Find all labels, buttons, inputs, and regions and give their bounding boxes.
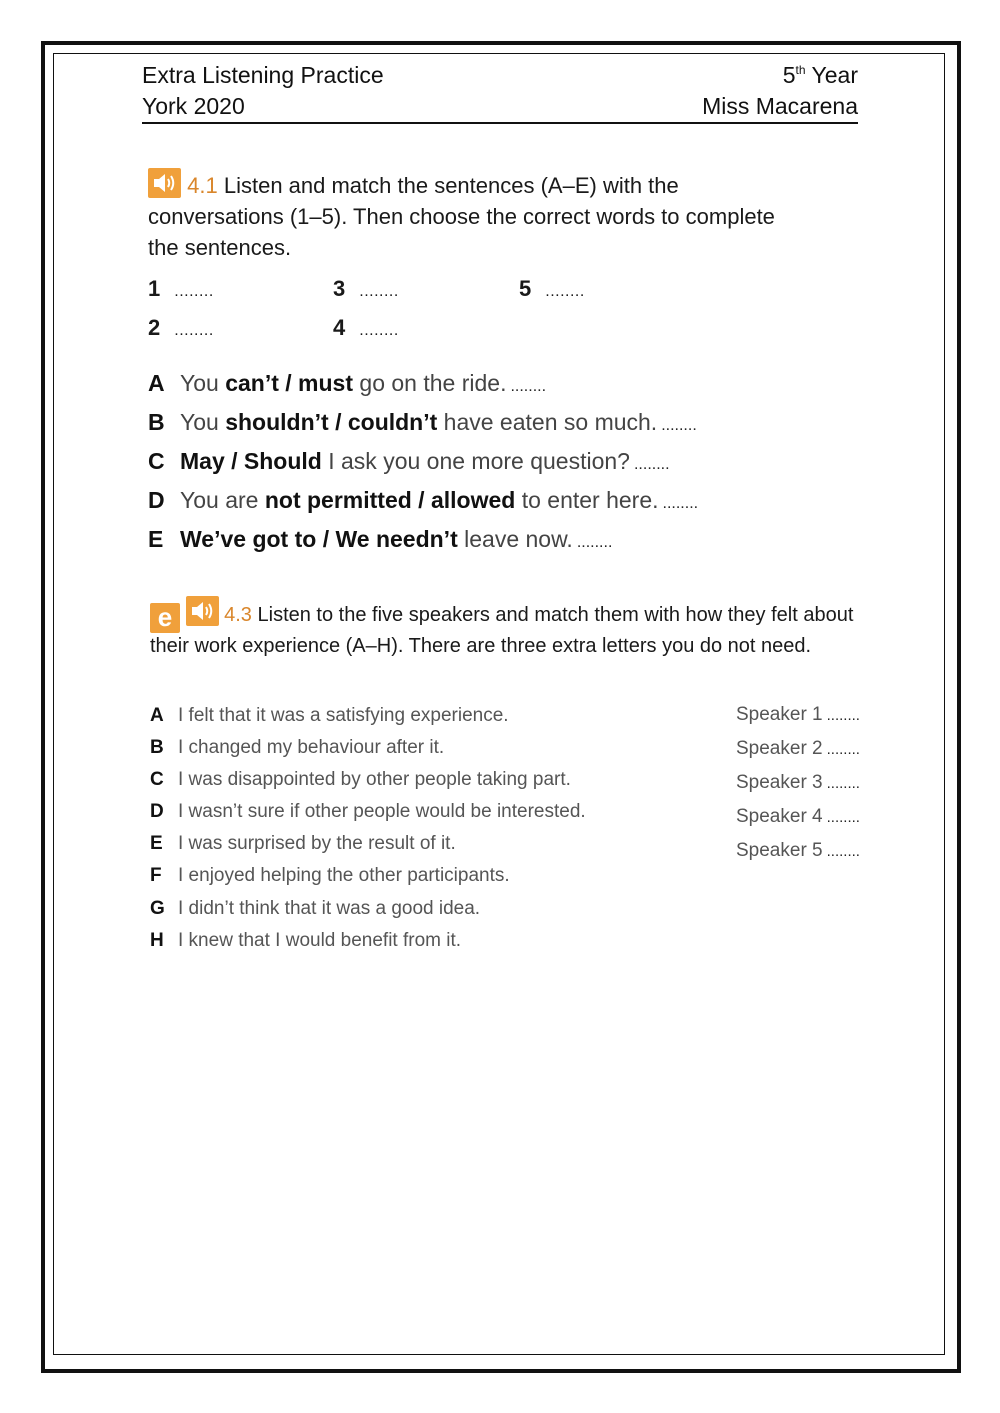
option-a (150, 703, 509, 729)
answer-blank[interactable]: ........ (545, 283, 585, 300)
instruction-text: Listen and match the sentences (A–E) with the conversations (1–5). Then choose the correct words to complete the sentences. (148, 173, 775, 260)
answer-slot-1[interactable] (148, 276, 214, 302)
speaker-icon[interactable] (148, 168, 181, 198)
answer-number: 1 (148, 276, 161, 301)
sentence-letter: B (148, 409, 165, 435)
option-letter: A (150, 705, 164, 726)
answer-slot-2[interactable] (148, 315, 214, 341)
speaker-1-answer (736, 702, 860, 729)
option-g (150, 896, 480, 922)
sentence-d (148, 485, 698, 519)
answer-slot-5[interactable] (519, 276, 585, 302)
answer-blank[interactable]: ........ (633, 456, 670, 473)
answer-number: 5 (519, 276, 532, 301)
option-text: I didn’t think that it was a good idea. (178, 898, 481, 919)
option-c (150, 767, 571, 793)
answer-blank[interactable]: ........ (174, 283, 214, 300)
sentence-end: have eaten so much. (437, 409, 658, 435)
answer-number: 2 (148, 315, 161, 340)
exercise-2-instruction (150, 596, 890, 660)
exercise-number: 4.3 (224, 604, 252, 626)
option-letter: B (150, 737, 164, 758)
sentence-end: I ask you one more question? (321, 448, 630, 474)
exercise-number: 4.1 (187, 173, 218, 198)
word-choice[interactable]: not permitted / allowed (264, 487, 516, 513)
word-choice[interactable]: We’ve got to / We needn’t (180, 526, 458, 552)
word-choice[interactable]: can’t / must (225, 370, 354, 396)
word-choice[interactable]: shouldn’t / couldn’t (225, 409, 438, 435)
option-letter: D (150, 801, 164, 822)
answer-blank[interactable]: ........ (826, 707, 860, 724)
option-text: I wasn’t sure if other people would be interested. (178, 801, 586, 822)
speaker-icon[interactable] (186, 596, 219, 626)
option-letter: G (150, 898, 165, 919)
answer-blank[interactable]: ........ (662, 495, 699, 512)
option-text: I was surprised by the result of it. (178, 833, 456, 854)
grade-suffix: th (795, 63, 806, 77)
speaker-label: Speaker 5 (736, 840, 823, 861)
answer-blank[interactable]: ........ (359, 322, 399, 339)
instruction-text: Listen to the five speakers and match them with how they felt about their work experience (A–H). There are three extra letters you do not need. (150, 604, 854, 657)
sentence-start: You are (180, 487, 265, 513)
sentence-b (148, 407, 697, 441)
sentence-start: You (180, 370, 226, 396)
sentence-end: leave now. (457, 526, 573, 552)
answer-number: 4 (333, 315, 346, 340)
option-text: I knew that I would benefit from it. (178, 930, 462, 951)
answer-blank[interactable]: ........ (826, 843, 860, 860)
option-letter: H (150, 930, 164, 951)
option-text: I enjoyed helping the other participants. (178, 865, 510, 886)
speaker-label: Speaker 4 (736, 806, 823, 827)
exercise-1-instruction (148, 168, 808, 263)
option-letter: C (150, 769, 164, 790)
sentence-e (148, 524, 612, 558)
option-b (150, 735, 444, 761)
word-choice[interactable]: May / Should (180, 448, 322, 474)
sentence-letter: C (148, 448, 165, 474)
grade-word: Year (811, 62, 858, 88)
course-title: Extra Listening Practice (142, 62, 384, 88)
sentence-end: go on the ride. (353, 370, 507, 396)
speaker-label: Speaker 3 (736, 772, 823, 793)
option-f (150, 863, 510, 889)
sentence-letter: E (148, 526, 164, 552)
header-right (702, 60, 858, 122)
teacher-name: Miss Macarena (702, 93, 858, 119)
answer-blank[interactable]: ........ (174, 322, 214, 339)
answer-slot-3[interactable] (333, 276, 399, 302)
speaker-label: Speaker 1 (736, 704, 823, 725)
sentence-end: to enter here. (515, 487, 659, 513)
option-d (150, 799, 586, 825)
header-left (142, 60, 384, 122)
option-text: I changed my behaviour after it. (178, 737, 445, 758)
option-text: I was disappointed by other people taking part. (178, 769, 571, 790)
answer-blank[interactable]: ........ (826, 775, 860, 792)
course-school-year: York 2020 (142, 93, 245, 119)
speaker-5-answer (736, 838, 860, 865)
e-icon[interactable]: e (150, 603, 180, 633)
speaker-3-answer (736, 770, 860, 797)
answer-number: 3 (333, 276, 346, 301)
sentence-start: You (180, 409, 226, 435)
answer-blank[interactable]: ........ (510, 378, 547, 395)
answer-slot-4[interactable] (333, 315, 399, 341)
grade-number: 5 (782, 62, 796, 88)
speaker-4-answer (736, 804, 860, 831)
sentence-c (148, 446, 670, 480)
sentence-letter: D (148, 487, 165, 513)
option-h (150, 928, 461, 954)
worksheet-header (142, 60, 858, 124)
sentence-a (148, 368, 546, 402)
answer-blank[interactable]: ........ (359, 283, 399, 300)
answer-blank[interactable]: ........ (826, 741, 860, 758)
answer-blank[interactable]: ........ (576, 534, 613, 551)
option-letter: E (150, 833, 163, 854)
speaker-2-answer (736, 736, 860, 763)
option-e (150, 831, 456, 857)
speaker-label: Speaker 2 (736, 738, 823, 759)
sentence-letter: A (148, 370, 165, 396)
option-letter: F (150, 865, 162, 886)
answer-blank[interactable]: ........ (826, 809, 860, 826)
option-text: I felt that it was a satisfying experience. (178, 705, 509, 726)
answer-blank[interactable]: ........ (661, 417, 697, 434)
grade-level (702, 60, 858, 91)
